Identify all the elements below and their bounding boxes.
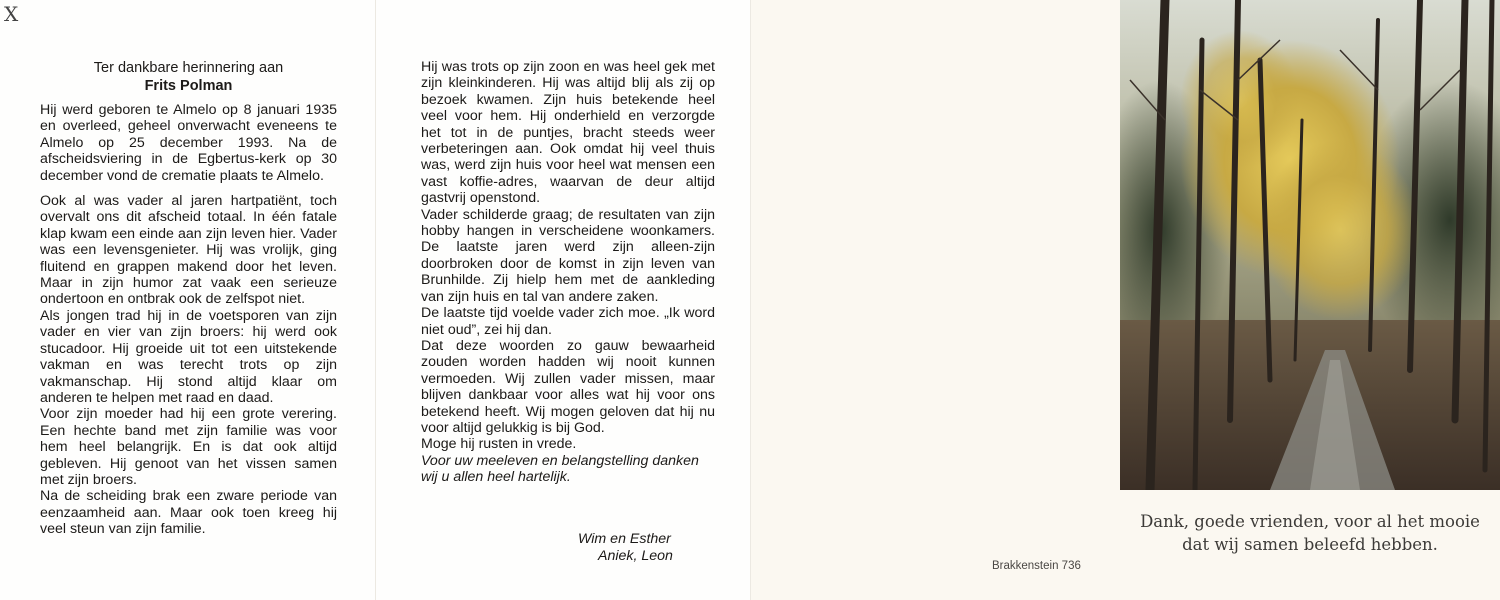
intro-line: Ter dankbare herinnering aan xyxy=(93,60,284,76)
paragraph: Na de scheiding brak een zware periode van eenzaamheid aan. Maar ook toen kreeg hij veel steun van zijn familie. xyxy=(40,488,337,538)
forest-illustration xyxy=(1120,0,1500,490)
quote-line: dat wij samen beleefd hebben. xyxy=(1182,535,1438,554)
left-text-column xyxy=(40,60,337,538)
signer-line: Aniek, Leon xyxy=(598,548,673,564)
signers xyxy=(578,531,673,565)
paragraph: Moge hij rusten in vrede. xyxy=(421,436,577,453)
paragraph: Hij was trots op zijn zoon en was heel gek met zijn kleinkinderen. Hij was altijd blij als zij op bezoek kwamen. Zijn huis betekende heel veel voor hem. Hij onderhield en verzorgde het tot in de puntjes, bracht steeds weer verbeteringen aan. Ook omdat hij veel thuis was, werd zijn huis voor heel wat mensen een vast koffie-adres, waarvan de deur altijd gastvrij openstond. xyxy=(421,59,715,207)
signer-line: Wim en Esther xyxy=(578,531,671,547)
paragraph: Vader schilderde graag; de resultaten van zijn hobby hangen in verscheidene woonkamers. De laatste jaren werd zijn alleen-zijn doorbroken door de komst in zijn leven van Brunhilde. Zij hielp hem met de aankleding van zijn huis en tal van andere zaken. xyxy=(421,206,715,305)
cover-quote xyxy=(1120,510,1500,556)
right-text-column xyxy=(421,59,715,486)
paragraph: Als jongen trad hij in de voetsporen van zijn vader en vier van zijn broers: hij werd ook stucadoor. Hij groeide uit tot een uitstekende vakman en was terecht trots op zijn vakmanschap. Hij stond altijd klaar om anderen te helpen met raad en daad. xyxy=(40,307,337,406)
fold-line xyxy=(375,0,376,600)
paragraph: Voor zijn moeder had hij een grote verering. Een hechte band met zijn familie was voor hem heel belangrijk. En is dat ook altijd gebleven. Hij genoot van het vissen samen met zijn broers. xyxy=(40,406,337,488)
deceased-name: Frits Polman xyxy=(144,78,233,94)
memorial-heading xyxy=(40,60,337,96)
quote-line: Dank, goede vrienden, voor al het mooie xyxy=(1140,512,1480,531)
imprint-label: Brakkenstein 736 xyxy=(992,560,1081,572)
paragraph: Ook al was vader al jaren hartpatiënt, toch overvalt ons dit afscheid totaal. In één fatale klap kwam een einde aan zijn leven hier. Vader was een levensgenieter. Hij was vrolijk, ging fluitend en grappen makend door het leven. Maar in zijn humor zat vaak een serieuze ondertoon en ontbrak ook de zelfspot niet. xyxy=(40,193,337,308)
fold-line xyxy=(750,0,751,600)
forest-path-photo xyxy=(1120,0,1500,490)
corner-mark: X xyxy=(4,2,19,26)
paragraph: De laatste tijd voelde vader zich moe. „Ik word niet oud”, zei hij dan. xyxy=(421,305,715,338)
paragraph: Hij werd geboren te Almelo op 8 januari 1935 en overleed, geheel onverwacht eveneens te Almelo op 25 december 1993. Na de afscheidsviering in de Egbertus-kerk op 30 december vond de crematie plaats te Almelo. xyxy=(40,102,337,184)
thanks-note: Voor uw meeleven en belangstelling danken wij u allen heel hartelijk. xyxy=(421,452,699,486)
paragraph: Dat deze woorden zo gauw bewaarheid zouden worden hadden wij nooit kunnen vermoeden. Wij zullen vader missen, maar blijven dankbaar voor alles wat hij voor ons betekend heeft. Wij mogen geloven dat hij nu voor altijd gelukkig is bij God. xyxy=(421,337,715,436)
